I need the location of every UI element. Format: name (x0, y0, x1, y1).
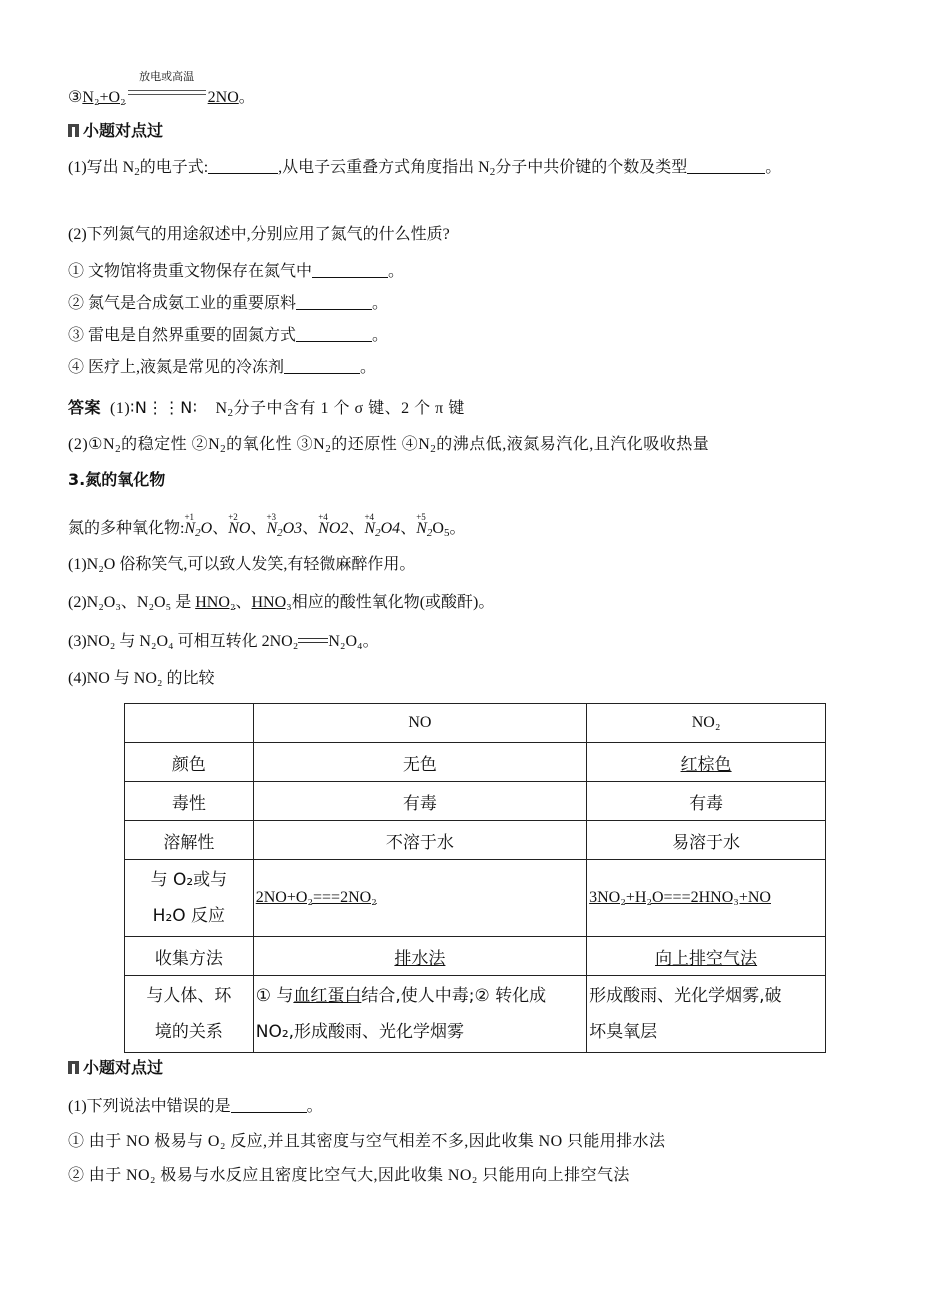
question-3-title: (1)下列说法中错误的是 。 (68, 1098, 323, 1115)
answer-blank[interactable] (231, 1098, 307, 1113)
answer-blank[interactable] (208, 159, 278, 174)
oxides-list: 氮的多种氧化物: +1 $N_2O$、 +2 NO、 +3 $N_2O3$、 +4 NO2、 +4 $N_2O4$、 +5 $N_2O_5$。 (68, 512, 466, 539)
answer-line-1: 答案 (1)∶N⋮⋮N∶ $N_2$分子中含有 1 个 σ 键、2 个 π 键 (68, 398, 465, 419)
answer-line-2: $(2)①N_2$的稳定性 $②N_2$的氧化性 $③N_2$的还原性 $④N_2$的沸点低,液氮易汽化,且汽化吸收热量 (68, 436, 710, 455)
reaction-3: ③N₂+O₂ 放电或高温 2NO。 (68, 84, 255, 109)
table-header-row: NO NO₂ (125, 704, 826, 743)
reaction-condition: 放电或高温 (139, 71, 195, 83)
answer-blank[interactable] (687, 159, 765, 174)
question-2-title: (2)下列氮气的用途叙述中,分别应用了氮气的什么性质? (68, 226, 450, 243)
table-row: 颜色 无色 红棕色 (125, 743, 826, 782)
oxide-item-1: (1)N₂O 俗称笑气,可以致人发笑,有轻微麻醉作用。 (68, 556, 416, 573)
answer-blank[interactable] (312, 263, 388, 278)
question-2-item: ④ 医疗上,液氮是常见的冷冻剂 。 (68, 359, 377, 376)
section-marker-icon (68, 124, 79, 137)
section-3-title: 3.氮的氧化物 (68, 470, 166, 489)
statement-1: ① 由于 NO 极易与 O₂ 反应,并且其密度与空气相差不多,因此收集 NO 只能用排水法 (68, 1133, 666, 1150)
question-2-item: ① 文物馆将贵重文物保存在氮气中 。 (68, 263, 405, 280)
product: 2NO (207, 89, 239, 106)
answer-blank[interactable] (284, 359, 360, 374)
comparison-table (124, 703, 826, 1053)
question-2-item: ② 氮气是合成氨工业的重要原料 。 (68, 295, 389, 312)
answer-blank[interactable] (296, 295, 372, 310)
question-2-item: ③ 雷电是自然界重要的固氮方式 。 (68, 327, 389, 344)
reactants: N₂+O₂ (82, 89, 126, 106)
practice-heading: 小题对点过 (68, 120, 163, 142)
section-marker-icon (68, 1061, 79, 1074)
oxide-item-4: (4)NO 与 NO₂ 的比较 (68, 670, 215, 687)
table-row: 溶解性 不溶于水 易溶于水 (125, 821, 826, 860)
item-number: ③ (68, 89, 83, 106)
condition-arrow (126, 71, 208, 102)
statement-2: ② 由于 NO₂ 极易与水反应且密度比空气大,因此收集 NO₂ 只能用向上排空气法 (68, 1167, 630, 1184)
practice-heading: 小题对点过 (68, 1057, 163, 1079)
table-row: 与人体、环 境的关系 ① 与血红蛋白结合,使人中毒;② 转化成 NO₂,形成酸雨、光化学烟雾 形成酸雨、光化学烟雾,破 坏臭氧层 (125, 976, 826, 1053)
table-row: 毒性 有毒 有毒 (125, 782, 826, 821)
question-1: (1)写出 $N_2$的电子式: ,从电子云重叠方式角度指出 $N_2$分子中共价键的个数及类型 。 (68, 159, 782, 178)
oxide-item-2: (2)N₂O₃、N₂O₅ 是 HNO₂、HNO₃相应的酸性氧化物(或酸酐)。 (68, 594, 495, 611)
table-row: 收集方法 排水法 向上排空气法 (125, 937, 826, 976)
answer-label: 答案 (68, 398, 102, 417)
table-row: 与 O₂或与 H₂O 反应 2NO+O₂===2NO₂ 3NO₂+H₂O===2HNO₃+NO (125, 860, 826, 937)
electron-formula: ∶N⋮⋮N∶ (130, 398, 198, 417)
oxide-item-3: (3)NO₂ 与 N₂O₄ 可相互转化 2NO₂ N₂O₄。 (68, 633, 379, 650)
equilibrium-arrow-icon (298, 637, 328, 645)
answer-blank[interactable] (296, 327, 372, 342)
